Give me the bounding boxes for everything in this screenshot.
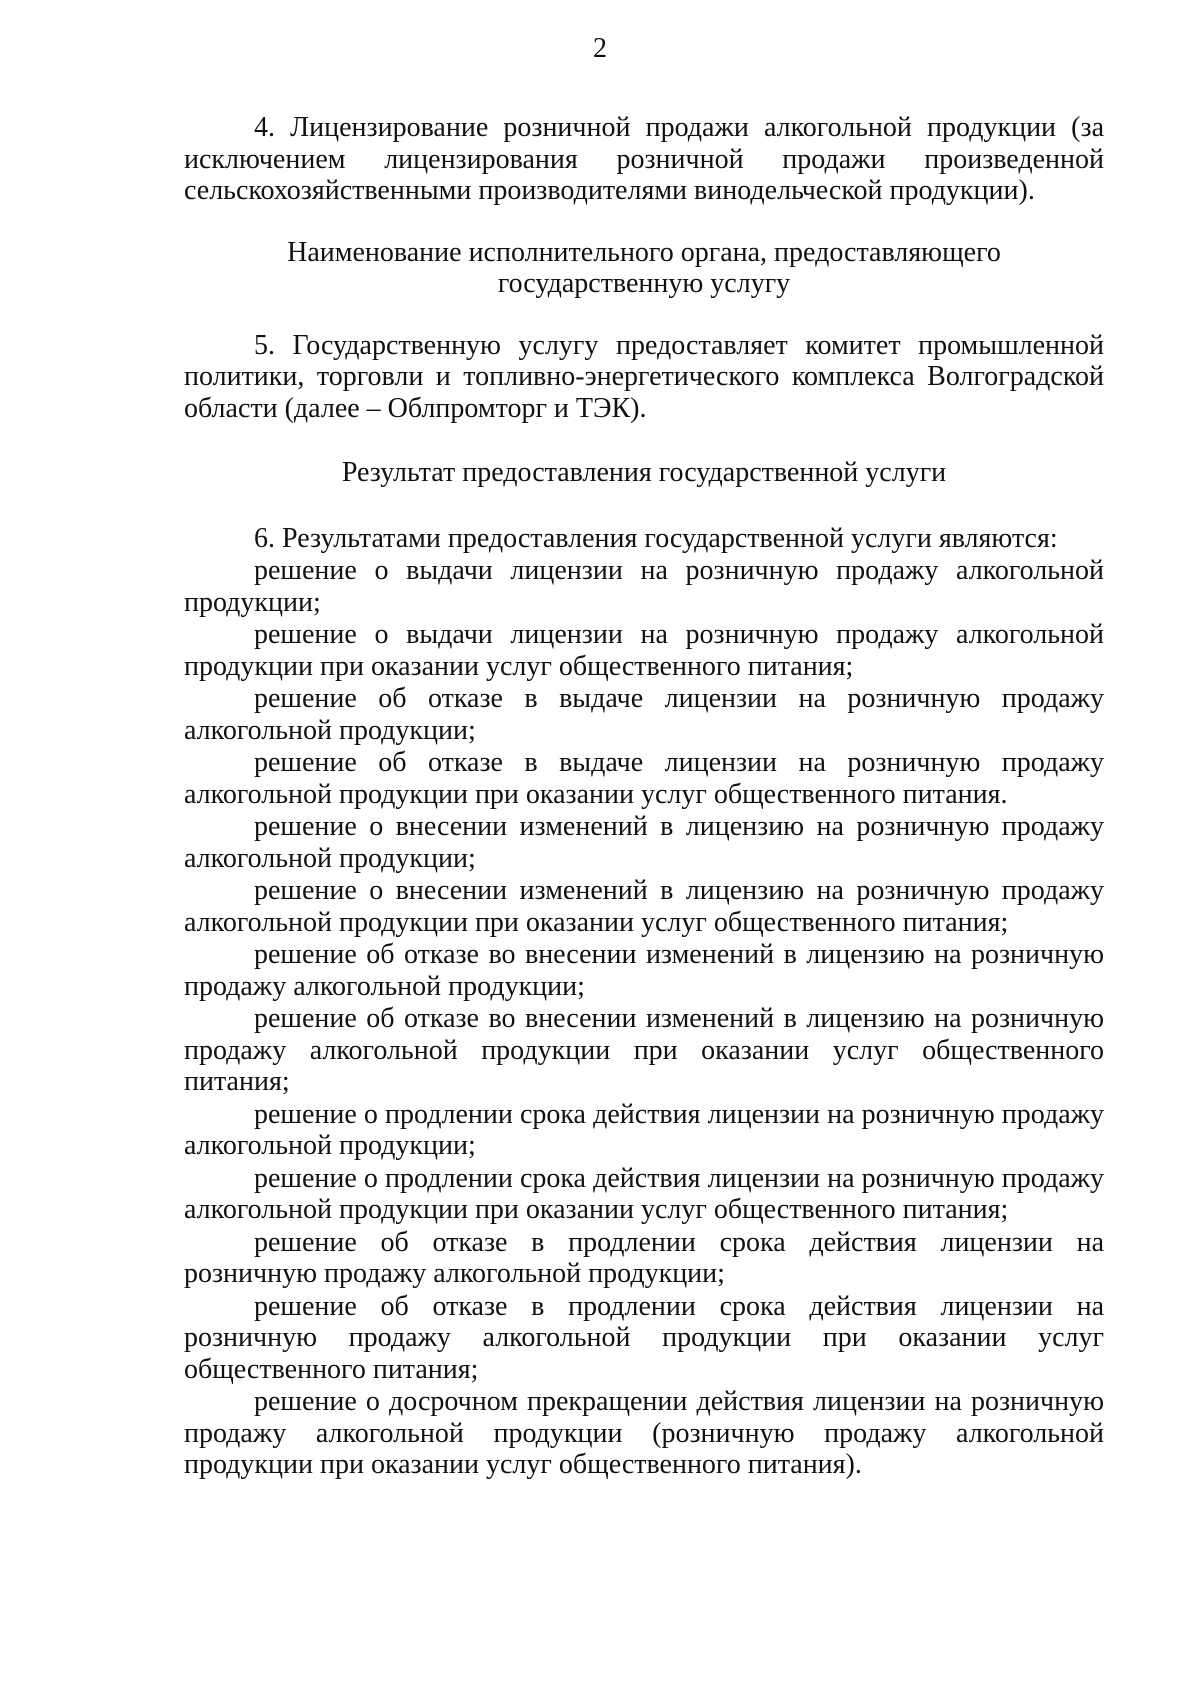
result-item: решение о выдачи лицензии на розничную продажу алкогольной продукции; xyxy=(184,555,1104,618)
section-heading-organ: Наименование исполнительного органа, предоставляющего государственную услугу xyxy=(287,236,1001,299)
result-item: решение о досрочном прекращении действия лицензии на розничную продажу алкогольной продукции (розничную продажу алкогольной продукции при оказании услуг общественного питания). xyxy=(184,1386,1104,1480)
document-body xyxy=(184,112,1104,1481)
result-item: решение о выдачи лицензии на розничную продажу алкогольной продукции при оказании услуг общественного питания; xyxy=(184,619,1104,682)
page-number: 2 xyxy=(593,33,607,64)
result-item: решение об отказе в продлении срока действия лицензии на розничную продажу алкогольной продукции при оказании услуг общественного питания; xyxy=(184,1290,1104,1385)
results-list xyxy=(184,523,1104,1481)
result-item: решение об отказе в выдаче лицензии на розничную продажу алкогольной продукции; xyxy=(184,683,1104,746)
result-item: решение о внесении изменений в лицензию на розничную продажу алкогольной продукции при оказании услуг общественного питания; xyxy=(184,875,1104,938)
result-item: решение о продлении срока действия лицензии на розничную продажу алкогольной продукции; xyxy=(184,1098,1104,1161)
result-item: решение о внесении изменений в лицензию на розничную продажу алкогольной продукции; xyxy=(184,811,1104,874)
paragraph-6-intro: 6. Результатами предоставления государственной услуги являются: xyxy=(254,522,1058,554)
result-item: решение об отказе во внесении изменений в лицензию на розничную продажу алкогольной продукции при оказании услуг общественного питания; xyxy=(184,1003,1104,1097)
result-item: решение об отказе в выдаче лицензии на розничную продажу алкогольной продукции при оказании услуг общественного питания. xyxy=(184,747,1104,810)
section-heading-result: Результат предоставления государственной услуги xyxy=(341,457,947,488)
paragraph-4: 4. Лицензирование розничной продажи алкогольной продукции (за исключением лицензирования розничной продажи произведенной сельскохозяйственными производителями винодельческой продукции). xyxy=(184,112,1104,206)
result-item: решение об отказе во внесении изменений в лицензию на розничную продажу алкогольной продукции; xyxy=(184,939,1104,1002)
paragraph-5: 5. Государственную услугу предоставляет комитет промышленной политики, торговли и топливно-энергетического комплекса Волгоградской области (далее – Облпромторг и ТЭК). xyxy=(184,329,1104,424)
result-item: решение об отказе в продлении срока действия лицензии на розничную продажу алкогольной продукции; xyxy=(184,1226,1104,1289)
result-item: решение о продлении срока действия лицензии на розничную продажу алкогольной продукции при оказании услуг общественного питания; xyxy=(184,1162,1104,1225)
